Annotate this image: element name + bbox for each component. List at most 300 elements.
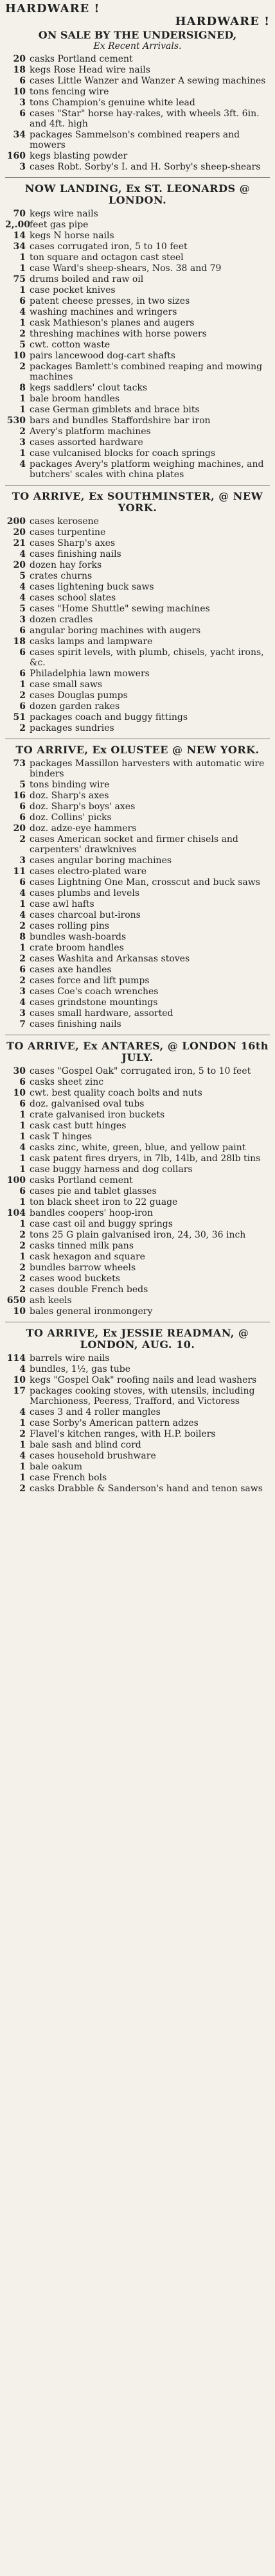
item-text: cases "Star" horse hay-rakes, with wheels 3ft. 6in. and 4ft. high	[30, 109, 260, 129]
item-qty: 5	[19, 340, 26, 350]
item-qty: 8	[19, 932, 26, 942]
title-left: HARDWARE !	[5, 2, 100, 15]
item-qty: 5	[19, 780, 26, 790]
list-item	[5, 758, 270, 779]
item-text: case Sorby's American pattern adzes	[30, 1418, 199, 1428]
item-text: cases corrugated iron, 5 to 10 feet	[30, 241, 188, 252]
item-qty: 650	[6, 1295, 26, 1306]
section-4	[5, 1040, 270, 1317]
item-text: cases assorted hardware	[30, 437, 143, 448]
item-qty: 3	[19, 98, 26, 108]
list-item	[5, 1484, 270, 1494]
item-qty: 1	[19, 1110, 26, 1120]
item-text: casks Drabble & Sanderson's hand and tenon saws	[30, 1484, 263, 1494]
item-text: packages Massillon harvesters with automatic wire binders	[30, 758, 265, 779]
item-qty: 6	[19, 1186, 26, 1196]
list-item	[5, 791, 270, 801]
item-text: case Ward's sheep-shears, Nos. 38 and 79	[30, 263, 222, 274]
item-qty: 10	[13, 1088, 26, 1098]
list-item	[5, 362, 270, 382]
item-qty: 6	[19, 701, 26, 712]
list-item	[5, 516, 270, 527]
item-text: cases finishing nails	[30, 549, 121, 559]
list-item	[5, 1066, 270, 1076]
item-text: casks sheet zinc	[30, 1077, 104, 1087]
list-item	[5, 459, 270, 480]
list-item	[5, 448, 270, 459]
item-text: cases household brushware	[30, 1451, 156, 1461]
item-qty: 2	[19, 426, 26, 437]
item-qty: 1	[19, 1153, 26, 1164]
list-item	[5, 1143, 270, 1153]
list-item	[5, 252, 270, 263]
item-text: packages Sammelson's combined reapers and mowers	[30, 130, 240, 150]
item-qty: 100	[6, 1175, 26, 1186]
item-text: threshing machines with horse powers	[30, 329, 207, 339]
item-text: cases "Home Shuttle" sewing machines	[30, 604, 210, 614]
list-item	[5, 98, 270, 108]
item-qty: 14	[13, 231, 26, 241]
list-item	[5, 626, 270, 636]
list-item	[5, 1353, 270, 1363]
item-text: cases Little Wanzer and Wanzer A sewing machines	[30, 76, 266, 86]
item-qty: 1	[19, 1462, 26, 1472]
item-qty: 20	[13, 823, 26, 834]
section-2	[5, 491, 270, 733]
item-text: case vulcanised blocks for coach springs	[30, 448, 216, 459]
item-qty: 51	[13, 712, 26, 723]
item-qty: 10	[13, 87, 26, 97]
list-item	[5, 437, 270, 448]
list-item	[5, 54, 270, 64]
list-item	[5, 1132, 270, 1142]
section-5	[5, 1327, 270, 1494]
list-item	[5, 1440, 270, 1450]
item-text: cases rolling pins	[30, 921, 109, 931]
list-item	[5, 426, 270, 437]
list-item	[5, 636, 270, 647]
section-3	[5, 744, 270, 1030]
item-text: case awl hafts	[30, 899, 94, 909]
item-text: doz. Sharp's boys' axes	[30, 802, 136, 812]
item-text: bales general ironmongery	[30, 1306, 153, 1317]
item-qty: 18	[13, 636, 26, 647]
item-text: cases kerosene	[30, 516, 99, 527]
list-item	[5, 1186, 270, 1196]
item-qty: 4	[19, 307, 26, 317]
item-qty: 4	[19, 549, 26, 559]
list-item	[5, 1110, 270, 1120]
section-2-heading: TO ARRIVE, Ex SOUTHMINSTER, @ NEW YORK.	[12, 490, 263, 514]
list-item	[5, 1121, 270, 1131]
list-item	[5, 1407, 270, 1417]
item-qty: 7	[19, 1019, 26, 1030]
item-text: doz. Collins' picks	[30, 812, 112, 823]
list-item	[5, 679, 270, 690]
item-text: kegs blasting powder	[30, 151, 128, 161]
list-item	[5, 669, 270, 679]
list-item	[5, 1364, 270, 1374]
item-qty: 6	[19, 296, 26, 306]
item-qty: 1	[19, 1164, 26, 1175]
item-qty: 6	[19, 812, 26, 823]
section-0	[5, 54, 270, 172]
item-qty: 2	[19, 690, 26, 701]
list-item	[5, 1019, 270, 1030]
list-item	[5, 899, 270, 909]
item-text: cases "Gospel Oak" corrugated iron, 5 to 10 feet	[30, 1066, 251, 1076]
item-text: cases angular boring machines	[30, 855, 172, 866]
item-text: cases plumbs and levels	[30, 888, 140, 898]
item-text: washing machines and wringers	[30, 307, 177, 317]
item-qty: 2	[19, 954, 26, 964]
item-text: case cast oil and buggy springs	[30, 1219, 173, 1229]
item-text: bundles wash-boards	[30, 932, 127, 942]
item-text: cases school slates	[30, 593, 116, 603]
item-qty: 6	[19, 647, 26, 658]
item-qty: 3	[19, 986, 26, 997]
item-qty: 2	[19, 834, 26, 845]
subheading: Ex Recent Arrivals.	[93, 41, 182, 51]
item-qty: 1	[19, 1132, 26, 1142]
item-text: kegs "Gospel Oak" roofing nails and lead washers	[30, 1375, 257, 1385]
list-item	[5, 1462, 270, 1472]
list-item	[5, 1197, 270, 1207]
item-text: Philadelphia lawn mowers	[30, 669, 150, 679]
item-text: Flavel's kitchen ranges, with H.P. boilers	[30, 1429, 216, 1439]
item-text: doz. adze-eye hammers	[30, 823, 137, 834]
list-item	[5, 1375, 270, 1385]
item-qty: 2	[19, 1241, 26, 1251]
item-text: cask cast butt hinges	[30, 1121, 127, 1131]
list-item	[5, 560, 270, 570]
item-qty: 2	[19, 1429, 26, 1439]
item-text: bale broom handles	[30, 394, 120, 404]
header	[5, 3, 270, 51]
item-text: cases grindstone mountings	[30, 997, 158, 1008]
item-qty: 4	[19, 582, 26, 592]
list-item	[5, 834, 270, 855]
item-text: crates churns	[30, 571, 93, 581]
item-text: casks lamps and lampware	[30, 636, 153, 647]
list-item	[5, 604, 270, 614]
item-qty: 5	[19, 571, 26, 581]
list-item	[5, 405, 270, 415]
list-item	[5, 220, 270, 230]
item-qty: 1	[19, 394, 26, 404]
item-text: ash keels	[30, 1295, 72, 1306]
list-item	[5, 1230, 270, 1240]
list-item	[5, 1088, 270, 1098]
list-item	[5, 1451, 270, 1461]
item-text: case French bols	[30, 1473, 107, 1483]
item-text: cases Douglas pumps	[30, 690, 128, 701]
item-text: case pocket knives	[30, 285, 116, 295]
item-qty: 1	[19, 1197, 26, 1207]
list-item	[5, 965, 270, 975]
list-item	[5, 296, 270, 306]
item-qty: 34	[13, 241, 26, 252]
item-text: bandles coopers' hoop-iron	[30, 1208, 153, 1218]
item-text: case German gimblets and brace bits	[30, 405, 200, 415]
section-5-heading: TO ARRIVE, Ex JESSIE READMAN, @ LONDON, AUG. 10.	[26, 1327, 249, 1351]
list-item	[5, 318, 270, 328]
item-qty: 1	[19, 318, 26, 328]
item-qty: 4	[19, 888, 26, 898]
section-2-list	[5, 516, 270, 733]
divider	[5, 485, 270, 486]
item-qty: 73	[13, 758, 26, 769]
item-text: barrels wire nails	[30, 1353, 110, 1363]
item-qty: 18	[13, 65, 26, 75]
item-qty: 3	[19, 855, 26, 866]
list-item	[5, 162, 270, 172]
list-item	[5, 1077, 270, 1087]
list-item	[5, 615, 270, 625]
item-qty: 2	[19, 1230, 26, 1240]
item-text: ton square and octagon cast steel	[30, 252, 184, 263]
item-qty: 16	[13, 791, 26, 801]
item-text: casks zinc, white, green, blue, and yellow paint	[30, 1143, 246, 1153]
item-qty: 4	[19, 593, 26, 603]
item-text: crate broom handles	[30, 943, 124, 953]
list-item	[5, 1099, 270, 1109]
item-qty: 2,.00	[5, 220, 30, 230]
item-qty: 1	[19, 679, 26, 690]
item-text: cases Robt. Sorby's I. and H. Sorby's sheep-shears	[30, 162, 261, 172]
item-qty: 10	[13, 1306, 26, 1317]
item-qty: 6	[19, 76, 26, 86]
list-item	[5, 986, 270, 997]
item-text: cases wood buckets	[30, 1274, 120, 1284]
item-qty: 1	[19, 448, 26, 459]
item-text: cases Lightning One Man, crosscut and buck saws	[30, 877, 260, 888]
item-text: cases Sharp's axes	[30, 538, 116, 548]
list-item	[5, 263, 270, 274]
item-qty: 1	[19, 263, 26, 274]
item-qty: 114	[6, 1353, 26, 1363]
item-qty: 104	[6, 1208, 26, 1218]
item-qty: 20	[13, 527, 26, 538]
item-qty: 1	[19, 1418, 26, 1428]
item-text: cases spirit levels, with plumb, chisels, yacht irons, &c.	[30, 647, 264, 668]
list-item	[5, 571, 270, 581]
list-item	[5, 855, 270, 866]
list-item	[5, 538, 270, 548]
item-text: cases pie and tablet glasses	[30, 1186, 157, 1196]
item-qty: 3	[19, 162, 26, 172]
item-qty: 21	[13, 538, 26, 548]
item-text: packages Bamlett's combined reaping and mowing machines	[30, 362, 263, 382]
item-text: cases axe handles	[30, 965, 112, 975]
item-qty: 1	[19, 405, 26, 415]
item-qty: 1	[19, 285, 26, 295]
list-item	[5, 1241, 270, 1251]
list-item	[5, 109, 270, 129]
list-item	[5, 866, 270, 877]
item-text: cases Coe's coach wrenches	[30, 986, 159, 997]
item-text: packages sundries	[30, 723, 114, 733]
item-text: cases double French beds	[30, 1284, 148, 1295]
item-qty: 3	[19, 437, 26, 448]
list-item	[5, 1263, 270, 1273]
item-text: cask hexagon and square	[30, 1252, 145, 1262]
list-item	[5, 943, 270, 953]
list-item	[5, 351, 270, 361]
item-qty: 6	[19, 965, 26, 975]
item-text: kegs wire nails	[30, 209, 98, 219]
item-text: dozen hay forks	[30, 560, 102, 570]
item-text: bundles barrow wheels	[30, 1263, 136, 1273]
item-qty: 1	[19, 252, 26, 263]
item-qty: 530	[6, 416, 26, 426]
item-text: crate galvanised iron buckets	[30, 1110, 165, 1120]
list-item	[5, 1164, 270, 1175]
list-item	[5, 888, 270, 898]
item-text: cask patent fires dryers, in 7lb, 14lb, and 28lb tins	[30, 1153, 261, 1164]
item-qty: 1	[19, 1121, 26, 1131]
divider	[5, 177, 270, 178]
list-item	[5, 1306, 270, 1317]
list-item	[5, 329, 270, 339]
item-qty: 4	[19, 459, 26, 469]
item-qty: 75	[13, 274, 26, 285]
list-item	[5, 76, 270, 86]
item-text: casks tinned milk pans	[30, 1241, 134, 1251]
item-qty: 8	[19, 383, 26, 393]
item-qty: 1	[19, 1440, 26, 1450]
list-item	[5, 1252, 270, 1262]
item-qty: 10	[13, 351, 26, 361]
list-item	[5, 1473, 270, 1483]
list-item	[5, 416, 270, 426]
list-item	[5, 877, 270, 888]
item-text: tons 25 G plain galvanised iron, 24, 30, 36 inch	[30, 1230, 246, 1240]
item-text: kegs N horse nails	[30, 231, 114, 241]
item-text: dozen garden rakes	[30, 701, 120, 712]
item-qty: 4	[19, 997, 26, 1008]
section-4-heading: TO ARRIVE, Ex ANTARES, @ LONDON 16th JULY.	[6, 1040, 269, 1064]
section-4-list	[5, 1066, 270, 1317]
section-1-heading: NOW LANDING, Ex ST. LEONARDS @ LONDON.	[24, 182, 251, 206]
list-item	[5, 780, 270, 790]
item-qty: 1	[19, 1252, 26, 1262]
list-item	[5, 1219, 270, 1229]
item-text: case small saws	[30, 679, 103, 690]
item-text: cases finishing nails	[30, 1019, 121, 1030]
list-item	[5, 151, 270, 161]
list-item	[5, 383, 270, 393]
item-text: cases American socket and firmer chisels and carpenters' drawknives	[30, 834, 238, 855]
item-text: bale oakum	[30, 1462, 83, 1472]
item-text: dozen cradles	[30, 615, 93, 625]
item-qty: 2	[19, 723, 26, 733]
list-item	[5, 954, 270, 964]
item-qty: 160	[6, 151, 26, 161]
item-text: tons Champion's genuine white lead	[30, 98, 195, 108]
section-1	[5, 183, 270, 480]
item-qty: 30	[13, 1066, 26, 1076]
item-qty: 2	[19, 976, 26, 986]
item-qty: 2	[19, 329, 26, 339]
list-item	[5, 1386, 270, 1406]
list-item	[5, 1295, 270, 1306]
item-qty: 3	[19, 615, 26, 625]
item-qty: 2	[19, 1284, 26, 1295]
list-item	[5, 1008, 270, 1019]
item-text: drums boiled and raw oil	[30, 274, 144, 285]
list-item	[5, 823, 270, 834]
item-text: angular boring machines with augers	[30, 626, 201, 636]
item-qty: 70	[13, 209, 26, 219]
list-item	[5, 1175, 270, 1186]
title-right: HARDWARE !	[175, 15, 270, 28]
item-text: cases turpentine	[30, 527, 106, 538]
item-qty: 4	[19, 1143, 26, 1153]
item-text: casks Portland cement	[30, 54, 133, 64]
item-text: packages Avery's platform weighing machines, and butchers' scales with china plates	[30, 459, 264, 480]
item-qty: 2	[19, 1484, 26, 1494]
list-item	[5, 690, 270, 701]
list-item	[5, 130, 270, 150]
list-item	[5, 87, 270, 97]
item-text: cases force and lift pumps	[30, 976, 150, 986]
list-item	[5, 976, 270, 986]
item-qty: 4	[19, 1407, 26, 1417]
list-item	[5, 527, 270, 538]
item-qty: 2	[19, 921, 26, 931]
list-item	[5, 65, 270, 75]
item-qty: 20	[13, 54, 26, 64]
list-item	[5, 997, 270, 1008]
item-text: cwt. best quality coach bolts and nuts	[30, 1088, 202, 1098]
item-qty: 10	[13, 1375, 26, 1385]
item-text: patent cheese presses, in two sizes	[30, 296, 190, 306]
list-item	[5, 549, 270, 559]
section-3-list	[5, 758, 270, 1030]
item-qty: 1	[19, 1219, 26, 1229]
list-item	[5, 723, 270, 733]
item-qty: 2	[19, 1274, 26, 1284]
item-qty: 20	[13, 560, 26, 570]
list-item	[5, 921, 270, 931]
list-item	[5, 1284, 270, 1295]
list-item	[5, 1208, 270, 1218]
item-text: bale sash and blind cord	[30, 1440, 141, 1450]
item-text: pairs lancewood dog-cart shafts	[30, 351, 175, 361]
section-1-list	[5, 209, 270, 480]
item-qty: 6	[19, 877, 26, 888]
section-0-list	[5, 54, 270, 172]
item-qty: 4	[19, 1451, 26, 1461]
item-text: kegs Rose Head wire nails	[30, 65, 150, 75]
list-item	[5, 285, 270, 295]
list-item	[5, 593, 270, 603]
item-text: bundles, 1½, gas tube	[30, 1364, 131, 1374]
item-qty: 1	[19, 1473, 26, 1483]
item-text: cases 3 and 4 roller mangles	[30, 1407, 161, 1417]
item-qty: 34	[13, 130, 26, 140]
subtitle: ON SALE BY THE UNDERSIGNED,	[38, 29, 237, 41]
item-qty: 200	[6, 516, 26, 527]
list-item	[5, 1274, 270, 1284]
item-qty: 3	[19, 1008, 26, 1019]
item-qty: 6	[19, 669, 26, 679]
list-item	[5, 307, 270, 317]
item-qty: 6	[19, 1077, 26, 1087]
item-text: kegs saddlers' clout tacks	[30, 383, 148, 393]
item-text: Avery's platform machines	[30, 426, 151, 437]
